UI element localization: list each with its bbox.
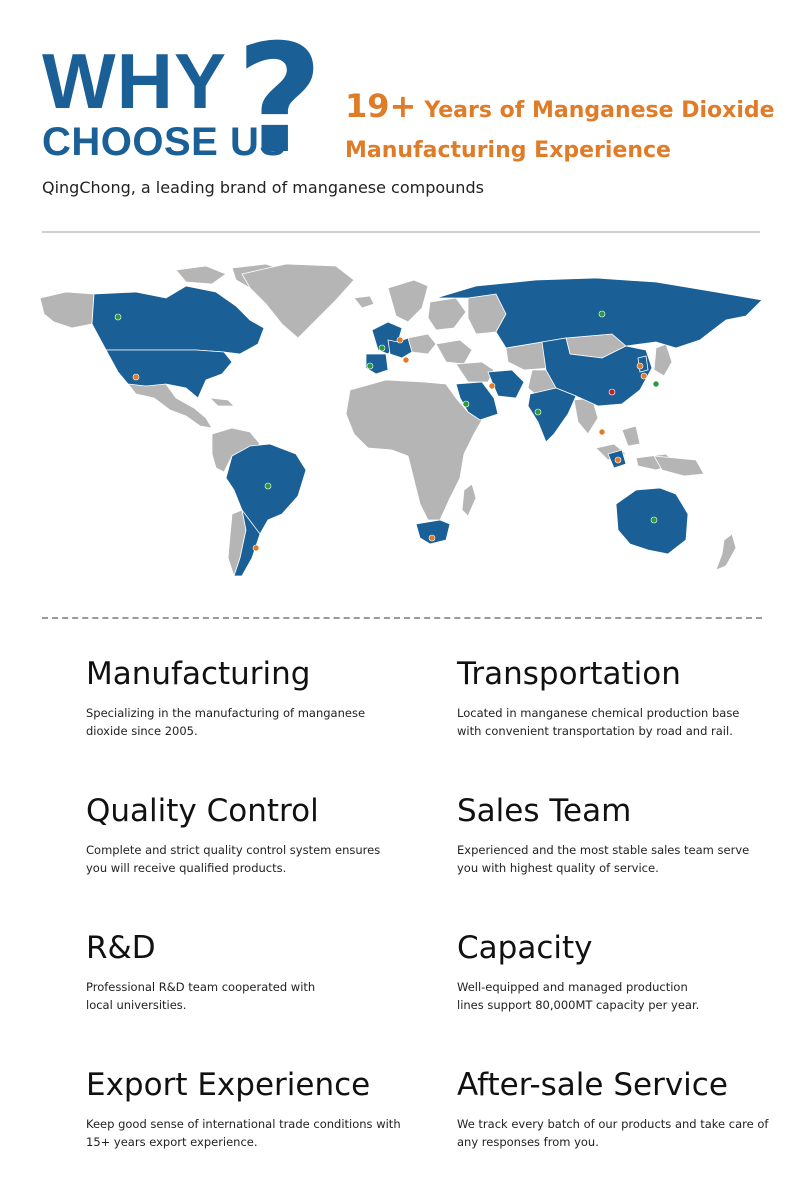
feature-title: Transportation xyxy=(457,656,681,692)
marker-green xyxy=(265,483,271,489)
feature-after-sale-service xyxy=(457,1065,777,1151)
feature-description: We track every batch of our products and take care of any responses from you. xyxy=(457,1117,769,1149)
marker-green xyxy=(651,517,657,523)
marker-orange xyxy=(429,535,435,541)
brand-subtitle: QingChong, a leading brand of manganese compounds xyxy=(42,178,484,197)
feature-title: Quality Control xyxy=(86,793,319,829)
marker-red xyxy=(609,389,615,395)
marker-orange xyxy=(599,429,605,435)
world-map xyxy=(36,258,764,588)
feature-description: Experienced and the most stable sales team serve you with highest quality of service. xyxy=(457,843,750,875)
marker-green xyxy=(379,345,385,351)
feature-description: Well-equipped and managed production lines support 80,000MT capacity per year. xyxy=(457,980,700,1012)
why-heading: WHY xyxy=(42,37,227,125)
marker-orange xyxy=(397,337,403,343)
marker-orange xyxy=(253,545,259,551)
marker-orange xyxy=(641,373,647,379)
feature-title: Capacity xyxy=(457,930,593,966)
marker-orange xyxy=(489,383,495,389)
feature-capacity xyxy=(457,928,777,1014)
feature-rnd xyxy=(86,928,406,1014)
years-text-line2: Manufacturing Experience xyxy=(345,138,671,163)
feature-sales-team xyxy=(457,791,777,877)
experience-headline xyxy=(345,86,785,171)
feature-description: Specializing in the manufacturing of manganese dioxide since 2005. xyxy=(86,706,366,738)
marker-green xyxy=(653,381,659,387)
feature-export-experience xyxy=(86,1065,406,1151)
question-mark-graphic: ? xyxy=(236,13,324,187)
feature-description: Keep good sense of international trade conditions with 15+ years export experience. xyxy=(86,1117,401,1149)
marker-green xyxy=(599,311,605,317)
marker-orange xyxy=(637,363,643,369)
marker-orange xyxy=(133,374,139,380)
years-number: 19+ xyxy=(345,87,417,125)
years-text-line1: Years of Manganese Dioxide xyxy=(424,98,775,123)
feature-description: Complete and strict quality control system ensures you will receive qualified products. xyxy=(86,843,381,875)
choose-us-heading: CHOOSE US xyxy=(42,120,287,164)
feature-title: Export Experience xyxy=(86,1067,371,1103)
feature-description: Located in manganese chemical production base with convenient transportation by road and rail. xyxy=(457,706,740,738)
feature-manufacturing xyxy=(86,654,406,740)
marker-orange xyxy=(615,457,621,463)
feature-transportation xyxy=(457,654,777,740)
marker-orange xyxy=(403,357,409,363)
feature-title: After-sale Service xyxy=(457,1067,728,1103)
dashed-divider xyxy=(42,617,762,619)
top-divider xyxy=(42,231,760,233)
marker-green xyxy=(463,401,469,407)
feature-title: R&D xyxy=(86,930,156,966)
feature-title: Sales Team xyxy=(457,793,632,829)
feature-description: Professional R&D team cooperated with local universities. xyxy=(86,980,316,1012)
marker-green xyxy=(367,363,373,369)
feature-title: Manufacturing xyxy=(86,656,311,692)
marker-green xyxy=(535,409,541,415)
feature-quality-control xyxy=(86,791,406,877)
marker-green xyxy=(115,314,121,320)
